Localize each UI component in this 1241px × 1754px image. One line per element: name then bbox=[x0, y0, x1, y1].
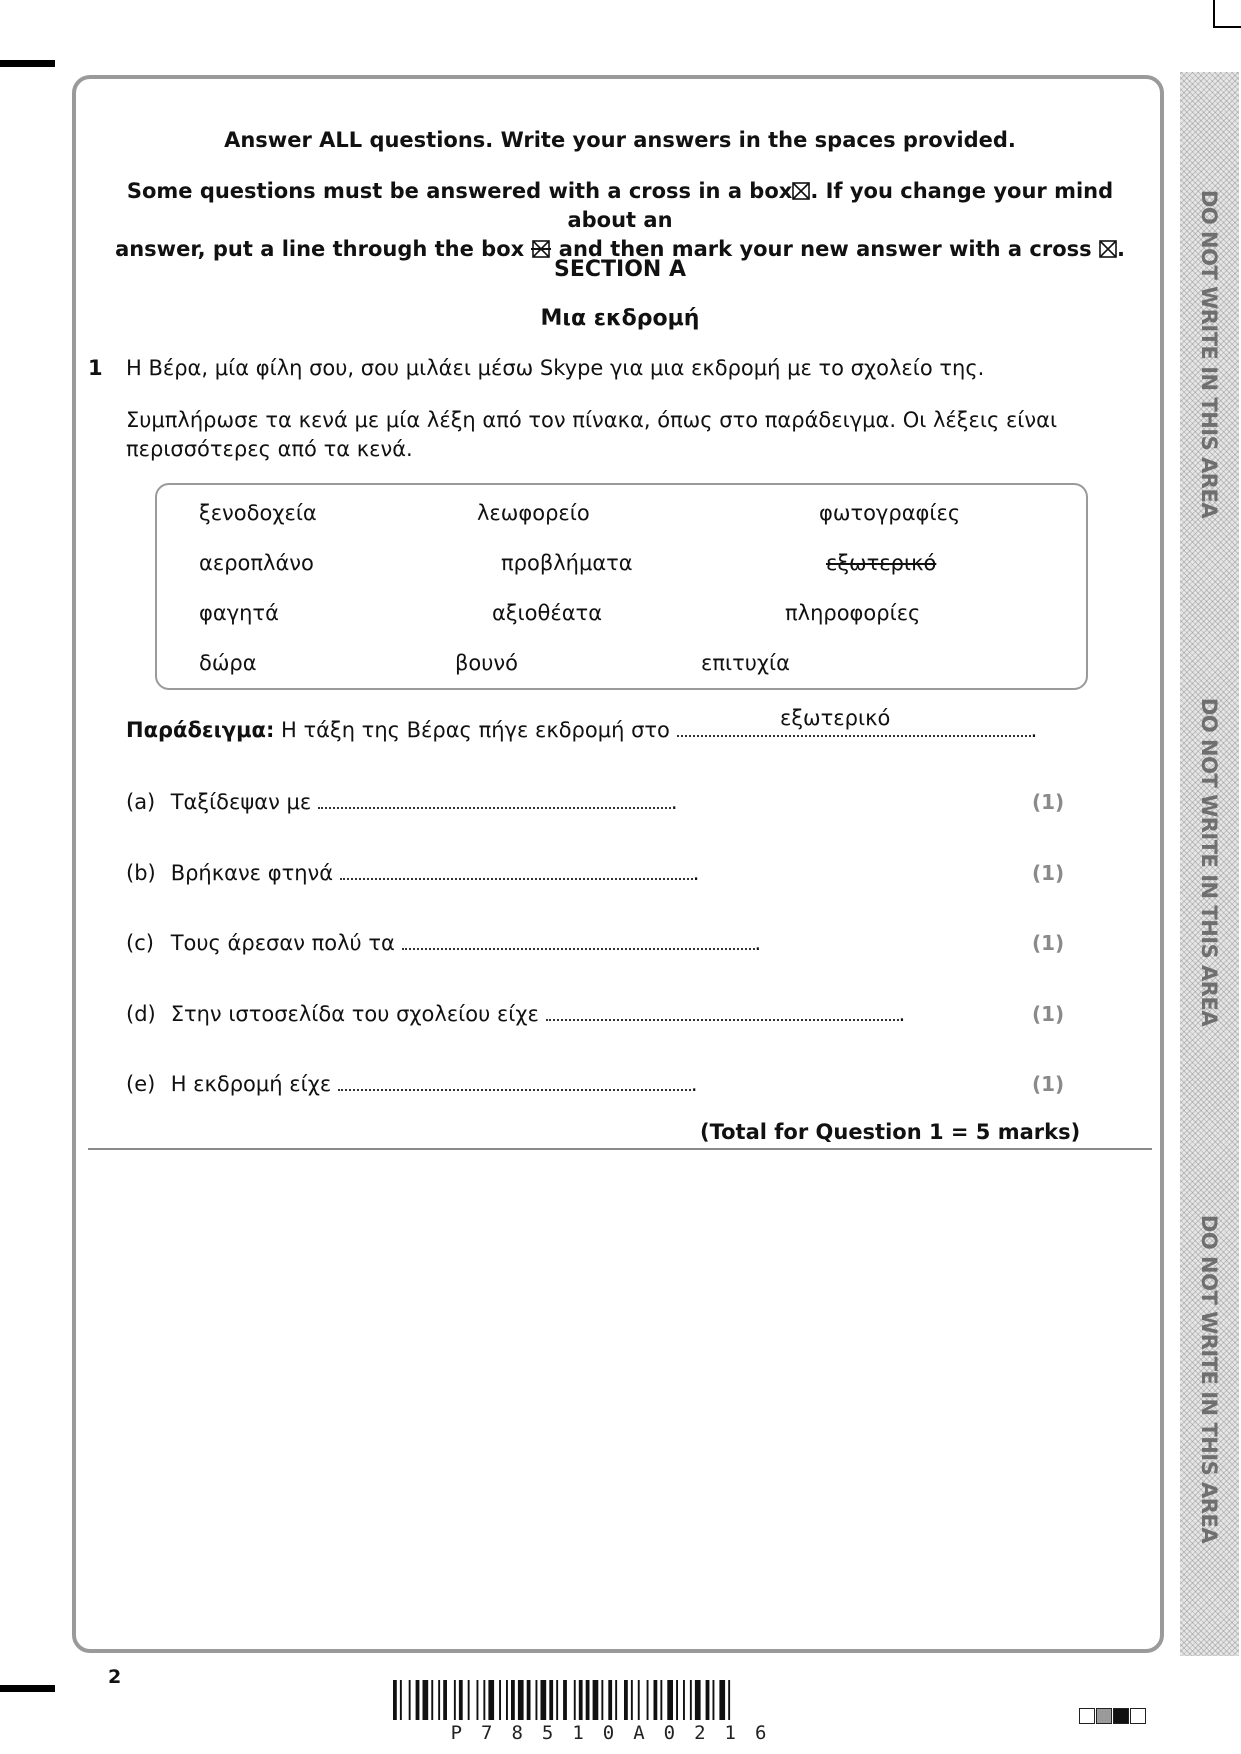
word-box-item: αξιοθέατα bbox=[492, 601, 603, 625]
barcode-bar bbox=[488, 1680, 494, 1720]
registration-box bbox=[1096, 1708, 1112, 1724]
word-box-item-crossed-out: εξωτερικό bbox=[826, 551, 937, 575]
barcode-bar bbox=[527, 1680, 531, 1720]
barcode-bar bbox=[549, 1680, 553, 1720]
item-label: (c) bbox=[126, 931, 154, 955]
barcode-bar bbox=[438, 1680, 440, 1720]
item-mark: (1) bbox=[1032, 931, 1065, 955]
item-mark: (1) bbox=[1032, 1072, 1065, 1096]
barcode-bar bbox=[593, 1680, 599, 1720]
barcode-bar bbox=[511, 1680, 515, 1720]
barcode-bar bbox=[400, 1680, 402, 1720]
example-label: Παράδειγμα: bbox=[126, 718, 275, 742]
question-item-c: (c) Τους άρεσαν πολύ τα . bbox=[126, 931, 762, 955]
crop-mark-top-right-horizontal bbox=[1213, 26, 1241, 28]
barcode-bar bbox=[477, 1680, 479, 1720]
barcode-bar bbox=[423, 1680, 429, 1720]
word-box-item: πληροφορίες bbox=[785, 601, 921, 625]
crossed-box-icon bbox=[792, 182, 810, 200]
barcode-bar bbox=[579, 1680, 583, 1720]
barcode-bar bbox=[631, 1680, 633, 1720]
item-text: Στην ιστοσελίδα του σχολείου είχε bbox=[170, 1002, 539, 1026]
barcode-bar bbox=[416, 1680, 420, 1720]
side-label-middle: DO NOT WRITE IN THIS AREA bbox=[1197, 697, 1221, 1027]
barcode-bar bbox=[431, 1680, 433, 1720]
instructions-line-3a: answer, put a line through the box bbox=[115, 237, 525, 261]
word-box-item: αεροπλάνο bbox=[199, 551, 314, 575]
word-box-item: φωτογραφίες bbox=[819, 501, 961, 525]
barcode-bar bbox=[660, 1680, 662, 1720]
answer-line-c[interactable] bbox=[402, 931, 755, 950]
barcode-bar bbox=[695, 1680, 701, 1720]
barcode-bar bbox=[574, 1680, 576, 1720]
crop-mark-top-right-vertical bbox=[1213, 0, 1215, 28]
barcode-bar bbox=[483, 1680, 485, 1720]
answer-line-e[interactable] bbox=[338, 1072, 691, 1091]
barcode-bar bbox=[713, 1680, 715, 1720]
crossed-box-icon-2 bbox=[1099, 240, 1117, 258]
registration-box bbox=[1079, 1708, 1095, 1724]
word-box-item: λεωφορείο bbox=[477, 501, 590, 525]
item-mark: (1) bbox=[1032, 1002, 1065, 1026]
barcode-bar bbox=[454, 1680, 456, 1720]
barcode-bar bbox=[518, 1680, 524, 1720]
print-registration-boxes bbox=[1079, 1708, 1147, 1727]
barcode-text: P78510A0216 bbox=[450, 1722, 786, 1744]
barcode-bar bbox=[443, 1680, 447, 1720]
barcode-bar bbox=[624, 1680, 628, 1720]
barcode-bar bbox=[690, 1680, 692, 1720]
barcode-bar bbox=[541, 1680, 547, 1720]
crop-mark-bottom-left bbox=[0, 1685, 55, 1692]
instructions-cross-box bbox=[90, 177, 1150, 264]
instructions-line-2a: Some questions must be answered with a cross in a box bbox=[126, 179, 793, 203]
barcode-bar bbox=[654, 1680, 658, 1720]
barcode-bar bbox=[719, 1680, 725, 1720]
item-mark: (1) bbox=[1032, 790, 1065, 814]
barcode-bar bbox=[647, 1680, 649, 1720]
barcode-bar bbox=[601, 1680, 603, 1720]
word-box-item: δώρα bbox=[199, 651, 257, 675]
item-text: Ταξίδεψαν με bbox=[170, 790, 312, 814]
question-number: 1 bbox=[88, 356, 103, 380]
item-mark: (1) bbox=[1032, 861, 1065, 885]
answer-line-a[interactable] bbox=[318, 790, 671, 809]
item-label: (b) bbox=[126, 861, 156, 885]
example-text: Η τάξη της Βέρας πήγε εκδρομή στο bbox=[281, 718, 670, 742]
section-title: SECTION A bbox=[553, 257, 686, 282]
question-total: (Total for Question 1 = 5 marks) bbox=[700, 1120, 1081, 1144]
word-box-item: ξενοδοχεία bbox=[199, 501, 317, 525]
item-label: (d) bbox=[126, 1002, 156, 1026]
item-text: Η εκδρομή είχε bbox=[170, 1072, 332, 1096]
barcode-bar bbox=[556, 1680, 558, 1720]
question-item-b: (b) Βρήκανε φτηνά . bbox=[126, 861, 700, 885]
struck-through-box-icon bbox=[531, 240, 551, 258]
barcode-bar bbox=[638, 1680, 640, 1720]
instructions-line-3c: . bbox=[1116, 237, 1125, 261]
crop-mark-top-left bbox=[0, 60, 55, 67]
barcode-bar bbox=[459, 1680, 463, 1720]
question-text: Η Βέρα, μία φίλη σου, σου μιλάει μέσω Skype για μια εκδρομή με το σχολείο της. bbox=[126, 356, 985, 380]
page-number: 2 bbox=[108, 1666, 122, 1688]
barcode-bar bbox=[563, 1680, 567, 1720]
question-item-e: (e) Η εκδρομή είχε . bbox=[126, 1072, 698, 1096]
item-text: Τους άρεσαν πολύ τα bbox=[170, 931, 395, 955]
question-item-d: (d) Στην ιστοσελίδα του σχολείου είχε . bbox=[126, 1002, 906, 1026]
barcode-bar bbox=[586, 1680, 590, 1720]
section-subtitle: Μια εκδρομή bbox=[540, 306, 700, 331]
example-line: Παράδειγμα: Η τάξη της Βέρας πήγε εκδρομή στο . bbox=[126, 718, 1038, 742]
instructions-line-2b: . If you change your mind about an bbox=[567, 179, 1114, 232]
barcode-bar bbox=[683, 1680, 685, 1720]
section-divider bbox=[88, 1148, 1152, 1150]
word-box-item: φαγητά bbox=[199, 601, 279, 625]
word-box bbox=[155, 483, 1088, 690]
question-instruction: Συμπλήρωσε τα κενά με μία λέξη από τον πίνακα, όπως στο παράδειγμα. Οι λέξεις είναι περισσότερες από τα κενά. bbox=[126, 408, 1058, 461]
word-box-item: επιτυχία bbox=[701, 651, 790, 675]
registration-box bbox=[1130, 1708, 1146, 1724]
barcode-bar bbox=[536, 1680, 538, 1720]
barcode-bar bbox=[468, 1680, 470, 1720]
side-label-bottom: DO NOT WRITE IN THIS AREA bbox=[1197, 1214, 1221, 1544]
barcode-bar bbox=[506, 1680, 508, 1720]
side-label-top: DO NOT WRITE IN THIS AREA bbox=[1197, 189, 1221, 519]
barcode-bar bbox=[393, 1680, 397, 1720]
example-answer: εξωτερικό bbox=[780, 706, 891, 730]
instructions-line-1: Answer ALL questions. Write your answers in the spaces provided. bbox=[224, 128, 1016, 152]
item-label: (e) bbox=[126, 1072, 156, 1096]
barcode-bar bbox=[499, 1680, 501, 1720]
barcode-bar bbox=[667, 1680, 673, 1720]
barcode-bar bbox=[676, 1680, 678, 1720]
barcode-bar bbox=[608, 1680, 612, 1720]
barcode-bar bbox=[615, 1680, 617, 1720]
barcode bbox=[393, 1680, 843, 1720]
registration-box bbox=[1113, 1708, 1129, 1724]
instructions-line-3b: and then mark your new answer with a cross bbox=[558, 237, 1092, 261]
word-box-item: βουνό bbox=[455, 651, 518, 675]
answer-line-d[interactable] bbox=[546, 1002, 899, 1021]
barcode-bar bbox=[409, 1680, 411, 1720]
barcode-bar bbox=[728, 1680, 730, 1720]
word-box-item: προβλήματα bbox=[501, 551, 633, 575]
barcode-bar bbox=[706, 1680, 710, 1720]
question-item-a: (a) Ταξίδεψαν με . bbox=[126, 790, 678, 814]
item-text: Βρήκανε φτηνά bbox=[170, 861, 334, 885]
answer-line-b[interactable] bbox=[340, 861, 693, 880]
item-label: (a) bbox=[126, 790, 156, 814]
